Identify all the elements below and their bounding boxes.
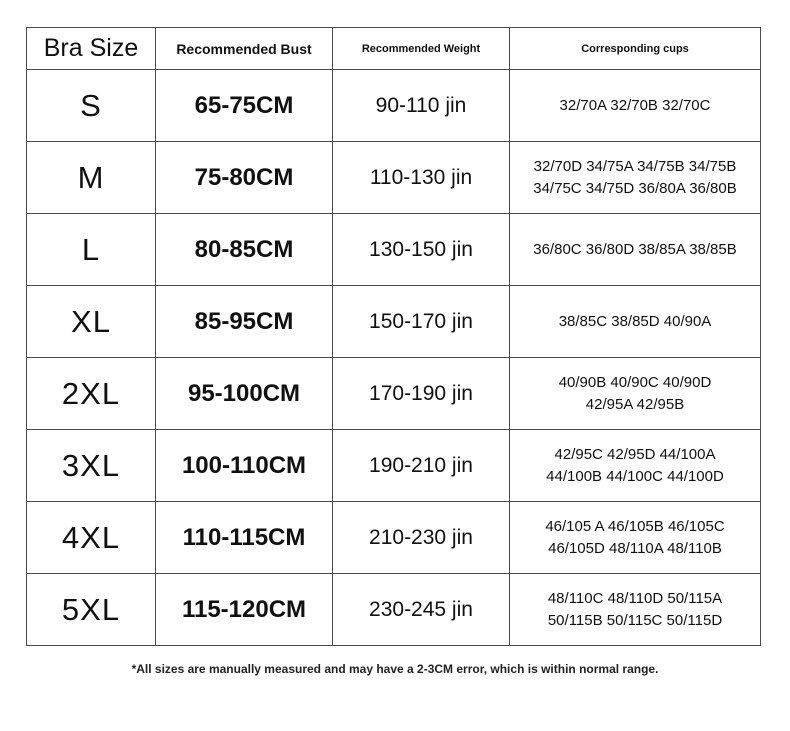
cups-line: 42/95C 42/95D 44/100A [554, 445, 716, 463]
header-recommended-weight: Recommended Weight [333, 28, 510, 70]
cups-cell [510, 430, 761, 502]
weight-cell: 230-245 jin [333, 574, 510, 646]
cups-line: 32/70D 34/75A 34/75B 34/75B [533, 157, 737, 175]
table-row [27, 502, 761, 574]
weight-cell: 150-170 jin [333, 286, 510, 358]
size-cell: 3XL [27, 430, 156, 502]
table-row [27, 142, 761, 214]
weight-cell: 190-210 jin [333, 430, 510, 502]
bust-cell: 95-100CM [156, 358, 333, 430]
table-row [27, 430, 761, 502]
cups-cell [510, 214, 761, 286]
cups-cell [510, 142, 761, 214]
cups-line: 48/110C 48/110D 50/115A [547, 589, 723, 607]
cups-line: 46/105 A 46/105B 46/105C [545, 517, 725, 535]
cups-line: 36/80C 36/80D 38/85A 38/85B [533, 240, 737, 258]
header-bra-size: Bra Size [27, 28, 156, 70]
header-recommended-bust: Recommended Bust [156, 28, 333, 70]
bust-cell: 85-95CM [156, 286, 333, 358]
table-row [27, 70, 761, 142]
size-cell: XL [27, 286, 156, 358]
bust-cell: 110-115CM [156, 502, 333, 574]
size-cell: 4XL [27, 502, 156, 574]
header-row [27, 28, 761, 70]
cups-cell [510, 574, 761, 646]
cups-line: 46/105D 48/110A 48/110B [548, 539, 722, 557]
cups-line: 38/85C 38/85D 40/90A [558, 312, 712, 330]
weight-cell: 90-110 jin [333, 70, 510, 142]
cups-cell [510, 358, 761, 430]
size-chart-table [26, 27, 761, 646]
weight-cell: 210-230 jin [333, 502, 510, 574]
weight-cell: 170-190 jin [333, 358, 510, 430]
weight-cell: 130-150 jin [333, 214, 510, 286]
size-cell: 5XL [27, 574, 156, 646]
cups-line: 40/90B 40/90C 40/90D [558, 373, 712, 391]
table-row [27, 358, 761, 430]
table-row [27, 286, 761, 358]
footnote: *All sizes are manually measured and may have a 2-3CM error, which is within normal range. [131, 662, 659, 676]
cups-line: 44/100B 44/100C 44/100D [546, 467, 724, 485]
bust-cell: 115-120CM [156, 574, 333, 646]
cups-cell [510, 502, 761, 574]
size-cell: S [27, 70, 156, 142]
table-row [27, 574, 761, 646]
cups-line: 32/70A 32/70B 32/70C [559, 96, 711, 114]
size-cell: 2XL [27, 358, 156, 430]
bust-cell: 75-80CM [156, 142, 333, 214]
header-corresponding-cups: Corresponding cups [510, 28, 761, 70]
weight-cell: 110-130 jin [333, 142, 510, 214]
cups-cell [510, 286, 761, 358]
cups-line: 42/95A 42/95B [585, 395, 685, 413]
bust-cell: 80-85CM [156, 214, 333, 286]
bust-cell: 65-75CM [156, 70, 333, 142]
table-row [27, 214, 761, 286]
cups-line: 34/75C 34/75D 36/80A 36/80B [533, 179, 737, 197]
cups-cell [510, 70, 761, 142]
cups-line: 50/115B 50/115C 50/115D [547, 611, 723, 629]
bust-cell: 100-110CM [156, 430, 333, 502]
size-cell: M [27, 142, 156, 214]
size-cell: L [27, 214, 156, 286]
